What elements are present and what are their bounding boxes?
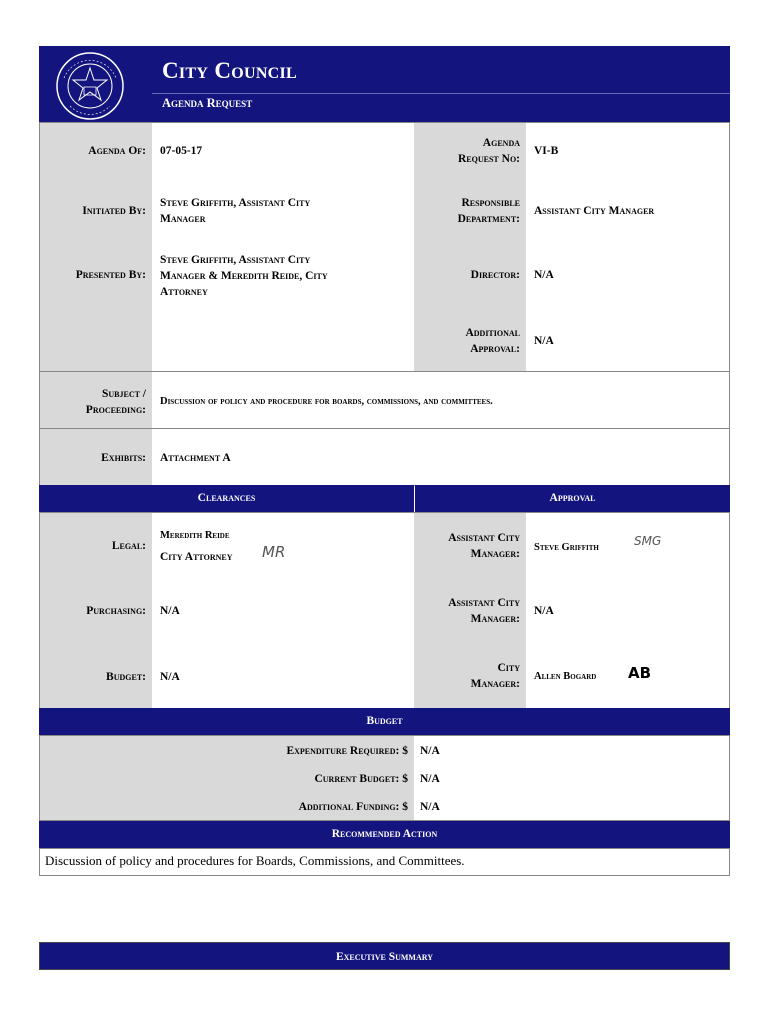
agenda-request-no-label-line2: Request No: [458,153,520,165]
exhibits-value: Attachment A [160,452,231,464]
purchasing-value: N/A [160,605,180,617]
agenda-of-value: 07-05-17 [160,145,203,157]
presented-by-label: Presented By: [75,269,146,281]
page-title: City Council [162,58,298,83]
director-label: Director: [470,269,520,281]
recommended-action-text: Discussion of policy and procedures for Boards, Commissions, and Committees. [45,853,465,868]
responsible-label-line2: Department: [457,213,520,225]
subject-label-line1: Subject / [101,388,146,400]
additional-approval-label-line1: Additional [465,327,520,339]
expenditure-required-label: Expenditure Required: $ [286,745,408,757]
city-manager-value: Allen Bogard [534,671,597,682]
expenditure-required-value: N/A [420,745,440,757]
budget-clearance-label: Budget: [106,671,146,683]
agenda-request-no-value: VI-B [534,145,559,157]
legal-line1: Meredith Reide [160,530,230,541]
header-divider [152,93,730,94]
presented-by-line3: Attorney [160,286,208,298]
executive-summary-header: Executive Summary [39,942,730,970]
presented-by-line2: Manager & Meredith Reide, City [160,270,328,282]
clearances-header: Clearances [39,485,414,512]
subject-value: Discussion of policy and procedure for boards, commissions, and committees. [160,396,493,407]
director-value: N/A [534,269,554,281]
purchasing-label: Purchasing: [86,605,146,617]
acm2-value: N/A [534,605,554,617]
city-manager-label-line2: Manager: [470,678,520,690]
legal-label: Legal: [111,540,146,552]
acm1-label-line1: Assistant City [448,532,520,544]
header-banner [39,46,730,122]
city-manager-signature: AB [628,664,652,682]
additional-approval-value: N/A [534,335,554,347]
budget-header: Budget [39,708,730,735]
responsible-label-line1: Responsible [461,197,520,209]
acm1-signature: SMG [634,534,662,548]
acm1-label-line2: Manager: [470,548,520,560]
acm1-value: Steve Griffith [534,542,599,553]
acm2-label-line2: Manager: [470,613,520,625]
responsible-value: Assistant City Manager [534,205,655,217]
city-seal-logo [50,50,130,122]
legal-signature: MR [262,543,286,561]
agenda-of-label: Agenda Of: [88,145,146,157]
additional-funding-label: Additional Funding: $ [298,801,408,813]
current-budget-value: N/A [420,773,440,785]
initiated-by-line2: Manager [160,213,206,225]
city-manager-label-line1: City [497,662,520,674]
current-budget-label: Current Budget: $ [314,773,408,785]
subject-label-line2: Proceeding: [85,404,146,416]
legal-line2: City Attorney [160,551,233,563]
info-left-label-column [40,123,152,371]
approval-header: Approval [415,485,730,512]
additional-funding-value: N/A [420,801,440,813]
agenda-request-no-label-line1: Agenda [482,137,520,149]
budget-clearance-value: N/A [160,671,180,683]
initiated-by-line1: Steve Griffith, Assistant City [160,197,311,209]
additional-approval-label-line2: Approval: [470,343,520,355]
initiated-by-label: Initiated By: [82,205,146,217]
page-subtitle: Agenda Request [162,96,253,110]
recommended-action-header: Recommended Action [39,821,730,848]
presented-by-line1: Steve Griffith, Assistant City [160,254,311,266]
acm2-label-line1: Assistant City [448,597,520,609]
exhibits-label: Exhibits: [101,452,146,464]
